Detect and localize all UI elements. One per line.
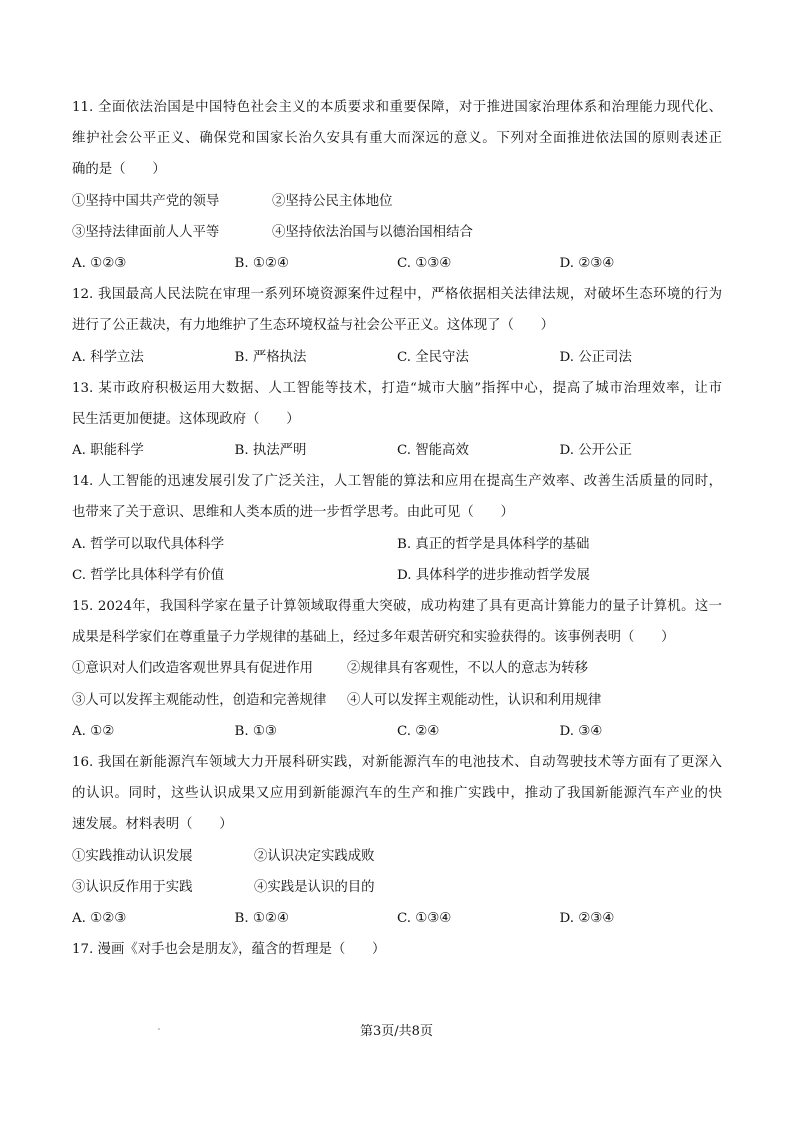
option-a: A. ①②③	[72, 910, 127, 926]
options-row	[72, 529, 722, 560]
question-text: 13. 某市政府积极运用大数据、人工智能等技术，打造“城市大脑”指挥中心，提高了城市治理效率，让市	[72, 380, 722, 396]
statement-row	[72, 217, 722, 248]
option-d: D. 公正司法	[559, 349, 632, 365]
statement: ②认识决定实践成败	[254, 848, 375, 864]
question-text: 维护社会公平正义、确保党和国家长治久安具有重大而深远的意义。下列对全面推进依法国的原则表述正	[72, 131, 722, 147]
question-text: 16. 我国在新能源汽车领域大力开展科研实践，对新能源汽车的电池技术、自动驾驶技术等方面有了更深入	[72, 754, 722, 770]
option-b: B. 执法严明	[234, 443, 307, 459]
option-a: A. 科学立法	[72, 349, 144, 365]
option-a: A. 职能科学	[72, 443, 144, 459]
question-12	[72, 279, 722, 373]
options-row	[72, 716, 722, 747]
question-text: 速发展。材料表明（ ）	[72, 817, 233, 833]
question-14	[72, 466, 722, 591]
statement: ①意识对人们改造客观世界具有促进作用	[72, 661, 314, 677]
option-d: D. 公开公正	[559, 443, 632, 459]
question-text: 11. 全面依法治国是中国特色社会主义的本质要求和重要保障，对于推进国家治理体系和治理能力现代化、	[72, 100, 722, 115]
option-b: B. ①③	[234, 723, 277, 739]
option-c: C. ①③④	[397, 910, 452, 926]
statement: ③人可以发挥主观能动性，创造和完善规律	[72, 692, 327, 708]
question-text: 12. 我国最高人民法院在审理一系列环境资源案件过程中，严格依据相关法律法规，对破坏生态环境的行为	[72, 287, 722, 303]
statement-row	[72, 186, 722, 217]
statement: ③坚持法律面前人人平等	[72, 224, 220, 240]
statement-row	[72, 872, 722, 903]
question-15	[72, 591, 722, 747]
option-a: A. 哲学可以取代具体科学	[72, 536, 225, 552]
option-b: B. ①②④	[234, 910, 289, 926]
question-17	[72, 934, 722, 965]
question-text: 也带来了关于意识、思维和人类本质的进一步哲学思考。由此可见（ ）	[72, 505, 514, 521]
statement: ④实践是认识的目的	[254, 879, 375, 895]
option-c: C. 哲学比具体科学有价值	[72, 567, 225, 583]
statement: ①坚持中国共产党的领导	[72, 193, 220, 209]
option-a: A. ①②③	[72, 255, 127, 271]
statement: ③认识反作用于实践	[72, 879, 193, 895]
question-11	[72, 92, 722, 279]
option-d: D. ②③④	[559, 910, 615, 926]
option-c: C. ①③④	[397, 255, 452, 271]
question-list	[72, 92, 722, 965]
options-row	[72, 342, 722, 373]
statement-row	[72, 685, 722, 716]
statement-row	[72, 841, 722, 872]
question-text: 民生活更加便捷。这体现政府（ ）	[72, 411, 300, 427]
options-row	[72, 903, 722, 934]
question-text: 14. 人工智能的迅速发展引发了广泛关注，人工智能的算法和应用在提高生产效率、改善生活质量的同时，	[72, 474, 722, 490]
option-b: B. ①②④	[234, 255, 289, 271]
question-text: 15. 2024年，我国科学家在量子计算领域取得重大突破，成功构建了具有更高计算能力的量子计算机。这一	[72, 599, 722, 614]
question-13	[72, 373, 722, 467]
question-text: 确的是（ ）	[72, 162, 166, 178]
statement: ④坚持依法治国与以德治国相结合	[272, 224, 473, 240]
statement: ①实践推动认识发展	[72, 848, 193, 864]
question-text: 成果是科学家们在尊重量子力学规律的基础上，经过多年艰苦研究和实验获得的。该事例表明（ ）	[72, 630, 675, 646]
option-c: C. 智能高效	[397, 443, 469, 459]
statement: ④人可以发挥主观能动性，认识和利用规律	[347, 692, 602, 708]
question-16	[72, 747, 722, 934]
statement-row	[72, 653, 722, 684]
option-c: C. 全民守法	[397, 349, 469, 365]
statement: ②坚持公民主体地位	[272, 193, 393, 209]
option-d: D. ③④	[559, 723, 603, 739]
option-a: A. ①②	[72, 723, 115, 739]
statement: ②规律具有客观性，不以人的意志为转移	[347, 661, 589, 677]
question-text: 进行了公正裁决，有力地维护了生态环境权益与社会公平正义。这体现了（ ）	[72, 318, 555, 334]
option-c: C. ②④	[397, 723, 440, 739]
option-d: D. 具体科学的进步推动哲学发展	[397, 567, 590, 583]
options-row	[72, 435, 722, 466]
option-b: B. 严格执法	[234, 349, 307, 365]
question-text: 的认识。同时，这些认识成果又应用到新能源汽车的生产和推广实践中，推动了我国新能源汽车产业的快	[72, 786, 722, 802]
option-d: D. ②③④	[559, 255, 615, 271]
options-row	[72, 248, 722, 279]
question-text: 17. 漫画《对手也会是朋友》，蕴含的哲理是（ ）	[72, 942, 386, 958]
option-b: B. 真正的哲学是具体科学的基础	[397, 536, 590, 552]
page-number: 第3页/共8页	[360, 1024, 433, 1039]
options-row	[72, 560, 722, 591]
